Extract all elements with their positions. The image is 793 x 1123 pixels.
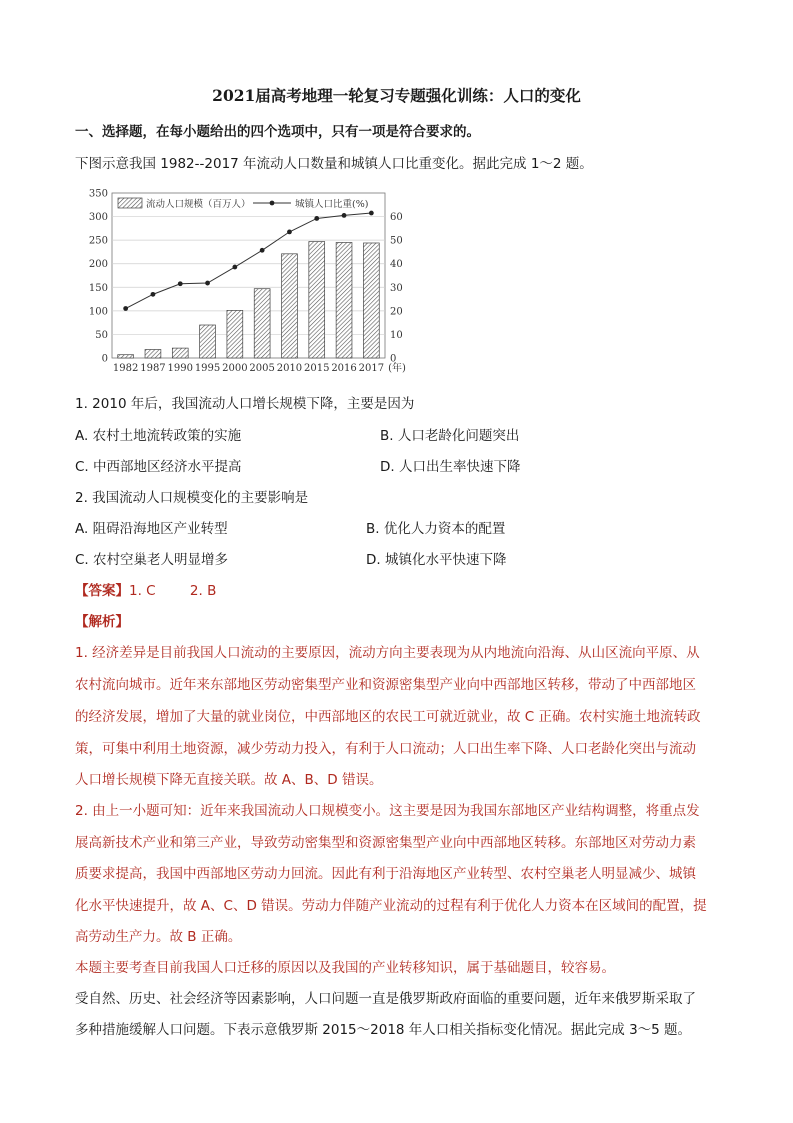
bar [282, 254, 298, 358]
y-left-tick-label: 0 [101, 353, 108, 365]
y-left-tick-label: 50 [95, 329, 108, 341]
y-left-tick-label: 300 [88, 212, 108, 224]
y-left-tick-label: 250 [88, 235, 108, 247]
line-point [369, 211, 374, 216]
y-left-tick-label: 150 [88, 282, 108, 294]
y-right-tick-label: 30 [390, 282, 403, 294]
analysis-2-line: 2. 由上一小题可知：近年来我国流动人口规模变小。这主要是因为我国东部地区产业结构调整，将重点发 [75, 803, 700, 819]
question-intro: 下图示意我国 1982--2017 年流动人口数量和城镇人口比重变化。据此完成 1～2 题。 [75, 156, 593, 172]
bar [200, 325, 216, 358]
analysis-tag: 【解析】 [75, 614, 129, 630]
y-left-tick-label: 350 [88, 188, 108, 200]
question-2-option-c: C. 农村空巢老人明显增多 [75, 552, 229, 568]
bar [227, 310, 243, 358]
bar [172, 348, 188, 358]
question-2-option-b: B. 优化人力资本的配置 [366, 521, 506, 537]
x-tick-label: 2016 [331, 363, 357, 374]
x-tick-label: 2010 [276, 363, 303, 374]
answer-text: 1. C 2. B [129, 583, 217, 599]
y-left-tick-label: 200 [88, 259, 108, 271]
analysis-1-line: 人口增长规模下降无直接关联。故 A、B、D 错误。 [75, 772, 383, 788]
y-right-tick-label: 50 [390, 235, 403, 247]
x-tick-label: 1995 [194, 363, 221, 374]
question-2-option-d: D. 城镇化水平快速下降 [366, 552, 507, 568]
x-tick-label: 1987 [140, 363, 166, 374]
x-tick-label: 1990 [167, 363, 193, 374]
analysis-1-line: 1. 经济差异是目前我国人口流动的主要原因，流动方向主要表现为从内地流向沿海、从山区流向平原、从 [75, 645, 700, 661]
question-1-option-c: C. 中西部地区经济水平提高 [75, 459, 242, 475]
legend-bar-swatch [118, 198, 142, 208]
question-1-stem: 1. 2010 年后，我国流动人口增长规模下降，主要是因为 [75, 396, 415, 412]
line-point [178, 281, 183, 286]
x-tick-label: 2005 [249, 363, 275, 374]
section-heading: 一、选择题，在每小题给出的四个选项中，只有一项是符合要求的。 [75, 124, 480, 140]
y-right-tick-label: 10 [390, 329, 403, 341]
legend-line-marker [270, 201, 275, 206]
line-point [260, 248, 265, 253]
bar [336, 243, 352, 359]
line-point [314, 216, 319, 221]
legend-bar-label: 流动人口规模（百万人） [146, 199, 251, 210]
line-point [205, 281, 210, 286]
analysis-1-line: 的经济发展，增加了大量的就业岗位，中西部地区的农民工可就近就业，故 C 正确。农村实施土地流转政 [75, 709, 701, 725]
analysis-comment: 本题主要考查目前我国人口迁移的原因以及我国的产业转移知识，属于基础题目，较容易。 [75, 960, 615, 976]
series-line [126, 213, 372, 308]
bar [254, 289, 270, 358]
analysis-2-line: 化水平快速提升，故 A、C、D 错误。劳动力伴随产业流动的过程有利于优化人力资本在区域间的配置，提 [75, 898, 707, 914]
question-2-option-a: A. 阻碍沿海地区产业转型 [75, 521, 228, 537]
bar [363, 243, 379, 358]
analysis-1-line: 农村流向城市。近年来东部地区劳动密集型产业和资源密集型产业向中西部地区转移，带动了中西部地区 [75, 677, 696, 693]
population-chart [75, 183, 415, 382]
question-1-option-b: B. 人口老龄化问题突出 [380, 428, 520, 444]
next-intro-line: 多种措施缓解人口问题。下表示意俄罗斯 2015～2018 年人口相关指标变化情况。据此完成 3～5 题。 [75, 1022, 692, 1038]
line-point [123, 306, 128, 311]
legend-line-label: 城镇人口比重(%) [295, 199, 369, 210]
bar [145, 350, 161, 358]
x-unit-label: (年) [388, 363, 406, 374]
question-1-option-d: D. 人口出生率快速下降 [380, 459, 521, 475]
question-2-stem: 2. 我国流动人口规模变化的主要影响是 [75, 490, 309, 506]
answer-tag: 【答案】 [75, 583, 129, 599]
chart-svg [75, 183, 415, 378]
x-tick-label: 2017 [358, 363, 385, 374]
chart-legend [118, 198, 368, 210]
next-intro-line: 受自然、历史、社会经济等因素影响，人口问题一直是俄罗斯政府面临的重要问题，近年来俄罗斯采取了 [75, 991, 696, 1007]
question-1-option-a: A. 农村土地流转政策的实施 [75, 428, 242, 444]
answer-line [75, 579, 216, 599]
y-right-tick-label: 40 [390, 259, 403, 271]
bar [118, 355, 134, 358]
analysis-1-line: 策，可集中利用土地资源，减少劳动力投入，有利于人口流动；人口出生率下降、人口老龄化突出与流动 [75, 741, 696, 757]
analysis-2-line: 展高新技术产业和第三产业，导致劳动密集型和资源密集型产业向中西部地区转移。东部地区对劳动力素 [75, 835, 696, 851]
y-right-tick-label: 60 [390, 212, 403, 224]
y-left-tick-label: 100 [88, 306, 108, 318]
line-point [342, 213, 347, 218]
line-point [232, 265, 237, 270]
y-right-tick-label: 20 [390, 306, 403, 318]
page-title: 2021届高考地理一轮复习专题强化训练：人口的变化 [212, 86, 581, 105]
analysis-2-line: 高劳动生产力。故 B 正确。 [75, 929, 242, 945]
line-point [151, 292, 156, 297]
x-tick-label: 2000 [222, 363, 248, 374]
analysis-2-line: 质要求提高，我国中西部地区劳动力回流。因此有利于沿海地区产业转型、农村空巢老人明显减少、城镇 [75, 866, 696, 882]
x-tick-label: 2015 [304, 363, 330, 374]
y-right-tick-label: 0 [390, 353, 397, 365]
x-tick-label: 1982 [112, 363, 139, 374]
bar [309, 242, 325, 358]
line-point [287, 229, 292, 234]
